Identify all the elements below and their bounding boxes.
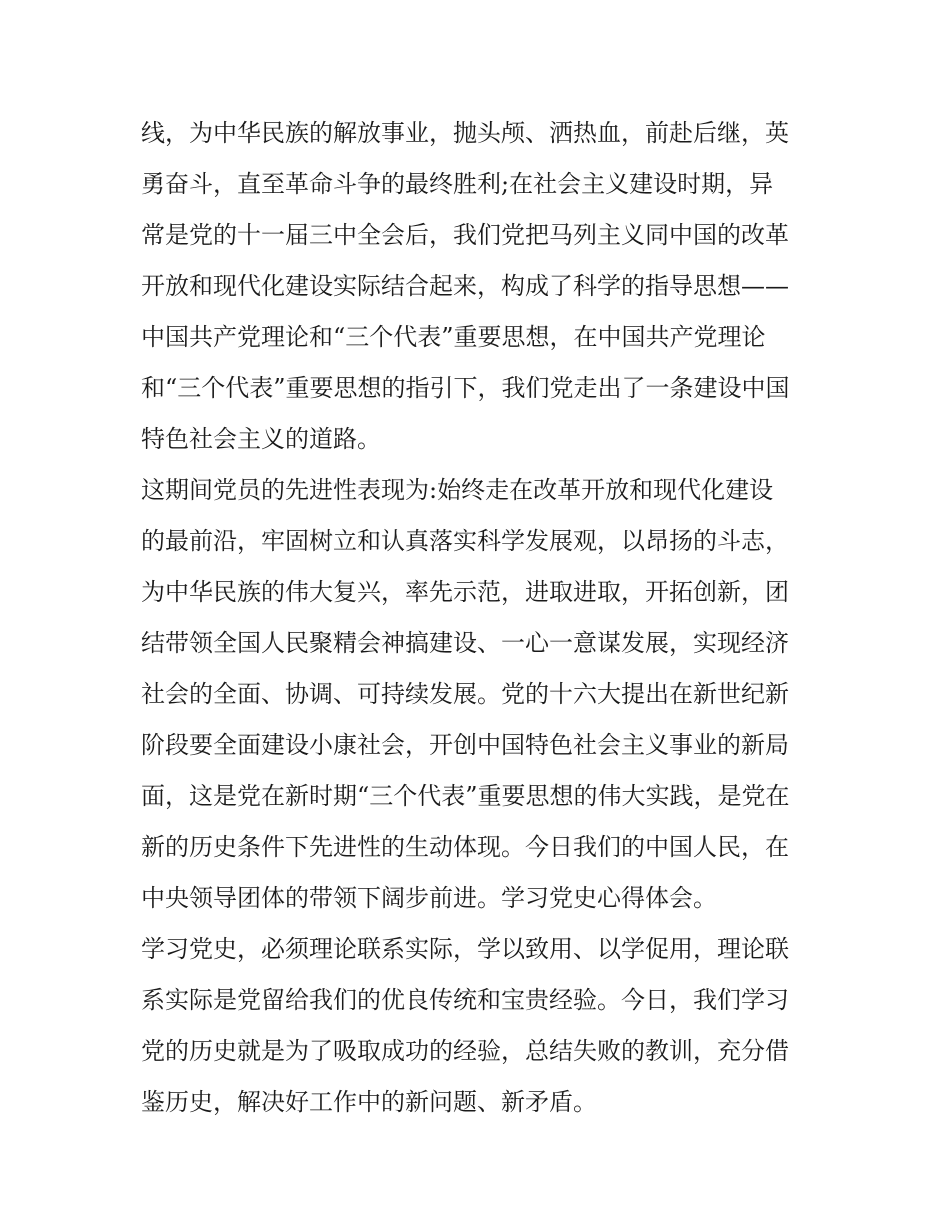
- text-line: 常是党的十一届三中全会后，我们党把马列主义同中国的改革: [141, 221, 789, 249]
- text-line: 的最前沿，牢固树立和认真落实科学发展观，以昂扬的斗志，: [141, 527, 789, 555]
- text-line: 勇奋斗，直至革命斗争的最终胜利;在社会主义建设时期，异: [141, 170, 774, 198]
- text-line: 面，这是党在新时期“三个代表”重要思想的伟大实践，是党在: [141, 782, 790, 810]
- text-line: 新的历史条件下先进性的生动体现。今日我们的中国人民，在: [141, 833, 789, 861]
- text-line: 社会的全面、协调、可持续发展。党的十六大提出在新世纪新: [141, 680, 789, 708]
- text-line: 开放和现代化建设实际结合起来，构成了科学的指导思想——: [141, 272, 789, 300]
- text-line: 中央领导团体的带领下阔步前进。学习党史心得体会。: [141, 884, 717, 912]
- text-line: 学习党史，必须理论联系实际，学以致用、以学促用，理论联: [141, 935, 789, 963]
- document-body: [141, 108, 811, 1128]
- text-line: 这期间党员的先进性表现为:始终走在改革开放和现代化建设: [141, 476, 774, 504]
- text-line: 中国共产党理论和“三个代表”重要思想，在中国共产党理论: [141, 323, 766, 351]
- text-line: 鉴历史，解决好工作中的新问题、新矛盾。: [141, 1088, 597, 1116]
- text-line: 系实际是党留给我们的优良传统和宝贵经验。今日，我们学习: [141, 986, 789, 1014]
- text-line: 阶段要全面建设小康社会，开创中国特色社会主义事业的新局: [141, 731, 789, 759]
- text-line: 和“三个代表”重要思想的指引下，我们党走出了一条建设中国: [141, 374, 790, 402]
- text-line: 结带领全国人民聚精会神搞建设、一心一意谋发展，实现经济: [141, 629, 789, 657]
- text-line: 为中华民族的伟大复兴，率先示范，进取进取，开拓创新，团: [141, 578, 789, 606]
- text-line: 线，为中华民族的解放事业，抛头颅、洒热血，前赴后继，英: [141, 119, 789, 147]
- text-line: 特色社会主义的道路。: [141, 425, 381, 453]
- text-line: 党的历史就是为了吸取成功的经验，总结失败的教训，充分借: [141, 1037, 789, 1065]
